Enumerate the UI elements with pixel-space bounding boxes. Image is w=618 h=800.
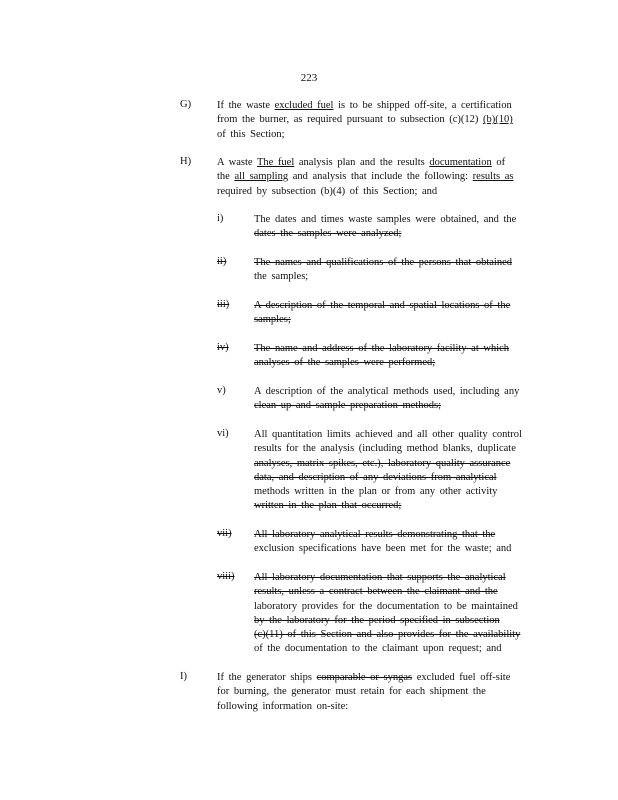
struck-text: by the laboratory for the period specified in subsection (254, 614, 500, 626)
item-text-v (254, 385, 538, 414)
item-text-vii (254, 528, 538, 557)
text-run: results for the analysis (including method blanks, duplicate (254, 443, 516, 455)
text-line (254, 213, 538, 227)
text-line (217, 113, 539, 127)
text-run: from the burner, as required pursuant to subsection (c)(12) (217, 114, 484, 126)
text-line (254, 442, 538, 456)
text-run: If the generator ships (217, 672, 317, 683)
item-text-G (217, 99, 539, 142)
text-line (254, 628, 538, 642)
text-line (217, 685, 539, 699)
item-label-iii: iii) (217, 299, 230, 310)
struck-text: dates the samples were analyzed; (254, 228, 402, 240)
struck-text: The names and qualifications of the persons that obtained (254, 257, 513, 268)
struck-text: clean up and sample preparation methods; (254, 400, 441, 412)
text-run: of the documentation to the claimant upon request; and (254, 643, 502, 655)
text-line (254, 585, 538, 599)
inserted-text: results as (472, 171, 514, 183)
struck-text: results, unless a contract between the claimant and the (254, 586, 498, 598)
text-line (217, 170, 539, 184)
item-text-vi (254, 428, 538, 514)
text-line (254, 227, 538, 241)
text-line (254, 385, 538, 399)
text-run: methods written in the plan or from any other activity (254, 486, 498, 498)
text-run: for burning, the generator must retain for each shipment the (217, 686, 486, 698)
text-run: following information on-site: (217, 700, 349, 712)
text-line (254, 571, 538, 585)
item-text-viii (254, 571, 538, 657)
text-run: laboratory provides for the documentation to be maintained (254, 600, 518, 612)
text-line (217, 128, 539, 142)
item-label-v: v) (217, 385, 226, 396)
struck-text: samples; (254, 314, 291, 326)
text-run: A description of the analytical methods used, including any (254, 386, 520, 397)
text-run: The dates and times waste samples were obtained, and the (254, 214, 517, 225)
struck-text: written in the plan that occurred; (254, 500, 402, 512)
text-line (254, 270, 538, 284)
struck-text: All laboratory analytical results demonstrating that the (254, 529, 496, 540)
text-run: excluded fuel off-site (412, 672, 511, 683)
page-number: 223 (300, 72, 318, 84)
text-run: If the waste (217, 100, 275, 111)
item-label-ii: ii) (217, 256, 227, 267)
text-line (254, 457, 538, 471)
text-run: A waste (217, 157, 257, 168)
struck-text: analyses of the samples were performed; (254, 357, 436, 369)
item-text-iii (254, 299, 538, 328)
item-label-I: I) (180, 671, 187, 682)
item-label-G: G) (180, 99, 192, 110)
inserted-text: (b)(10) (483, 114, 513, 126)
item-text-H (217, 156, 539, 199)
struck-text: (c)(11) of this Section and also provides for the availability (254, 629, 521, 641)
text-line (254, 342, 538, 356)
text-line (254, 642, 538, 656)
text-run: exclusion specifications have been met for the waste; and (254, 543, 512, 555)
text-line (254, 542, 538, 556)
struck-text: comparable or syngas (316, 672, 413, 683)
text-line (254, 528, 538, 542)
item-label-H: H) (180, 156, 192, 167)
item-label-viii: viii) (217, 571, 235, 582)
text-line (254, 299, 538, 313)
inserted-text: all sampling (234, 171, 289, 183)
inserted-text: excluded fuel (274, 100, 334, 111)
text-run: analysis plan and the results (294, 157, 430, 168)
text-line (217, 671, 539, 685)
item-label-vii: vii) (217, 528, 232, 539)
struck-text: The name and address of the laboratory facility at which (254, 343, 510, 354)
text-run: the samples; (254, 271, 309, 283)
text-line (254, 313, 538, 327)
text-run: of (491, 157, 506, 168)
text-run: the (217, 171, 235, 183)
struck-text: A description of the temporal and spatial locations of the (254, 300, 511, 311)
text-line (254, 471, 538, 485)
text-line (254, 428, 538, 442)
text-line (217, 185, 539, 199)
text-run: All quantitation limits achieved and all other quality control (254, 429, 522, 440)
text-line (254, 356, 538, 370)
struck-text: All laboratory documentation that supports the analytical (254, 572, 506, 583)
text-run: is to be shipped off-site, a certification (333, 100, 512, 111)
inserted-text: The fuel (256, 157, 295, 168)
text-line (254, 600, 538, 614)
text-line (254, 614, 538, 628)
text-run: and analysis that include the following: (288, 171, 473, 183)
struck-text: data, and description of any deviations from analytical (254, 471, 497, 483)
text-line (217, 700, 539, 714)
text-line (254, 256, 538, 270)
item-text-I (217, 671, 539, 714)
text-line (254, 499, 538, 513)
item-label-vi: vi) (217, 428, 229, 439)
item-text-i (254, 213, 538, 242)
text-line (254, 485, 538, 499)
item-text-iv (254, 342, 538, 371)
text-run: of this Section; (217, 128, 285, 140)
item-label-i: i) (217, 213, 224, 224)
item-label-iv: iv) (217, 342, 229, 353)
text-line (217, 99, 539, 113)
text-line (254, 399, 538, 413)
text-run: required by subsection (b)(4) of this Section; and (217, 185, 438, 197)
inserted-text: documentation (429, 157, 492, 168)
item-text-ii (254, 256, 538, 285)
text-line (217, 156, 539, 170)
struck-text: analyses, matrix spikes, etc.), laboratory quality assurance (254, 457, 511, 469)
